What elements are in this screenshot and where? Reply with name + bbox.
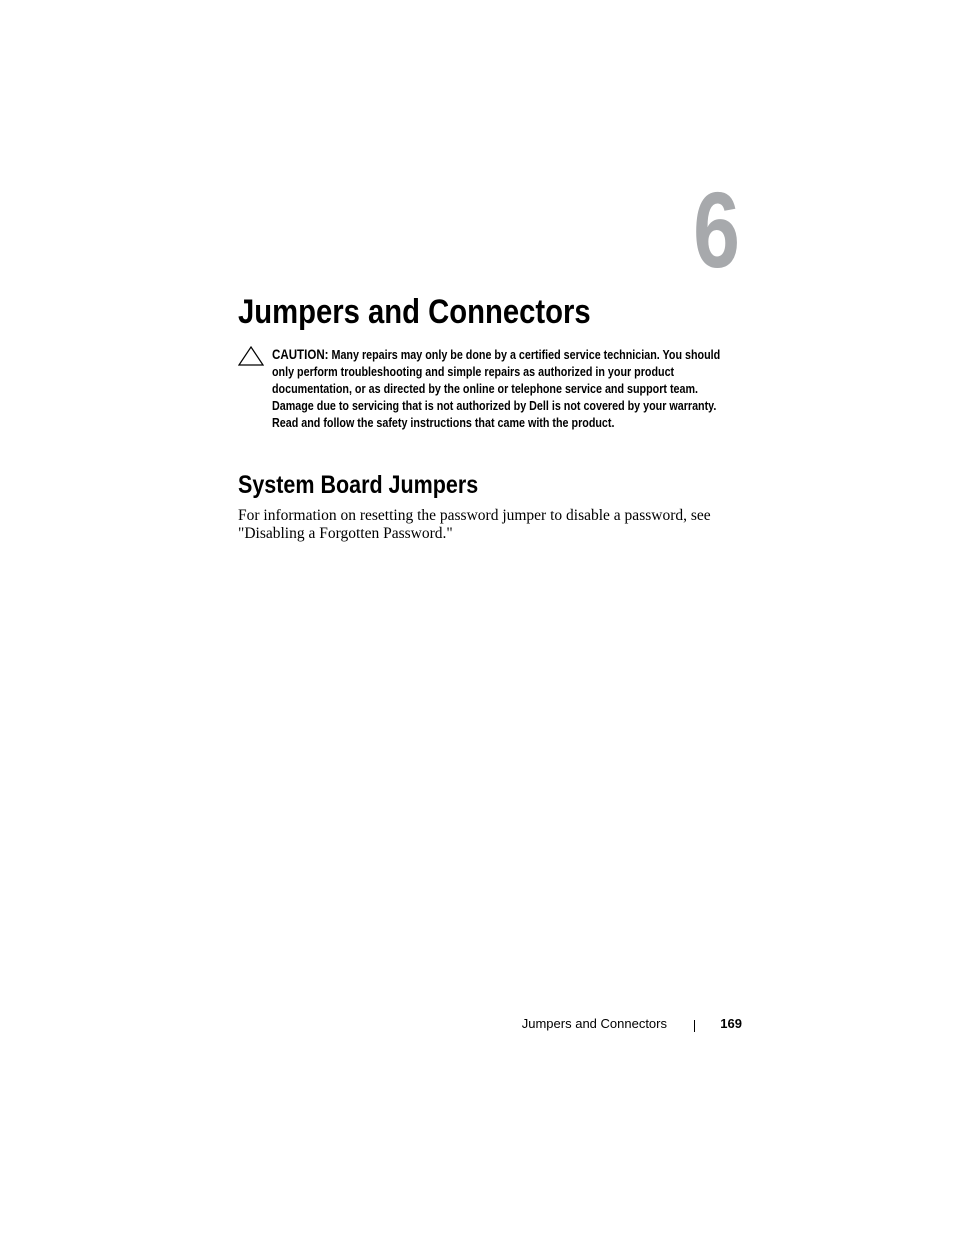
caution-label: CAUTION:: [272, 346, 329, 362]
page-footer: [500, 1014, 742, 1036]
footer-section-name: Jumpers and Connectors: [521, 1016, 667, 1031]
chapter-number: 6: [693, 169, 740, 290]
footer-page-number: 169: [720, 1016, 742, 1031]
chapter-title: Jumpers and Connectors: [238, 293, 591, 331]
section-body-text: For information on resetting the password jumper to disable a password, see "Disabling a Forgotten Password.": [238, 507, 711, 542]
caution-message: Many repairs may only be done by a certified service technician. You should only perform troubleshooting and simple repairs as authorized in your product documentation, or as directed by the online or telephone service and support team. Damage due to servicing that is not authorized by Dell is not covered by your warranty. Read and follow the safety instructions that came with the product.: [272, 347, 721, 431]
caution-triangle-icon: [238, 346, 264, 366]
footer-divider: [694, 1020, 695, 1032]
caution-text-block: [272, 346, 735, 431]
section-title: System Board Jumpers: [238, 471, 479, 499]
